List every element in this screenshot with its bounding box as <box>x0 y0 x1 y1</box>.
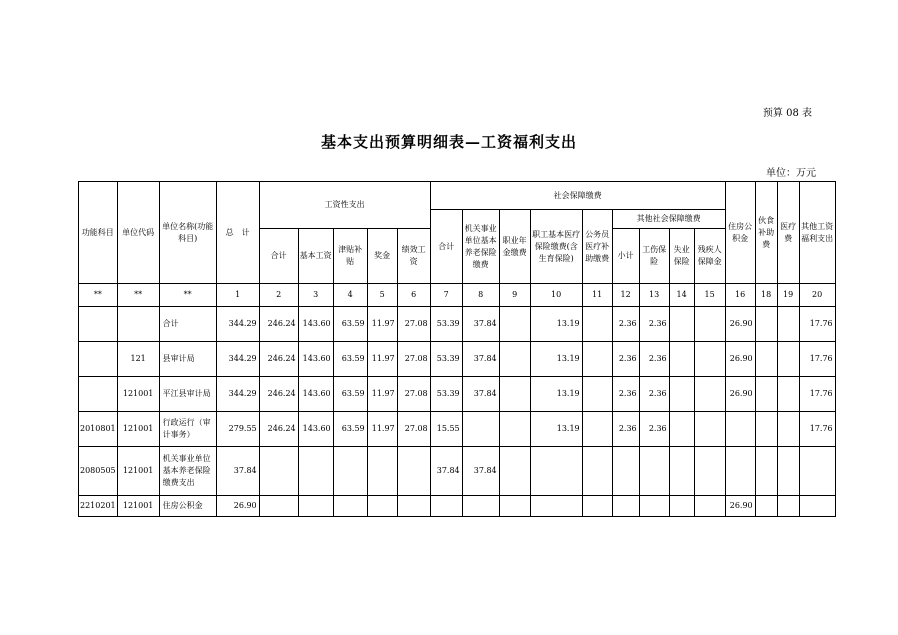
table-cell: 13.19 <box>530 377 582 412</box>
budget-table <box>78 181 836 517</box>
table-cell <box>298 447 333 496</box>
table-cell <box>777 496 799 517</box>
table-cell <box>777 412 799 447</box>
table-cell: 143.60 <box>298 412 333 447</box>
table-cell <box>639 447 669 496</box>
header-wage-sum: 合计 <box>259 229 298 284</box>
table-cell <box>499 342 530 377</box>
table-cell <box>694 377 725 412</box>
table-cell: 246.24 <box>259 377 298 412</box>
header-total: 总 计 <box>216 182 259 284</box>
index-cell: 9 <box>499 284 530 307</box>
table-row <box>79 496 836 517</box>
table-cell <box>462 496 499 517</box>
header-func-code: 功能科目 <box>79 182 118 284</box>
table-cell <box>755 412 777 447</box>
table-cell <box>725 447 755 496</box>
table-cell <box>669 412 694 447</box>
table-cell: 17.76 <box>799 342 835 377</box>
table-cell <box>530 496 582 517</box>
table-data-body <box>79 307 836 517</box>
table-cell <box>777 307 799 342</box>
table-cell: 344.29 <box>216 342 259 377</box>
index-cell: ** <box>117 284 159 307</box>
index-cell: 6 <box>397 284 430 307</box>
table-cell: 11.97 <box>367 307 397 342</box>
table-cell: 121 <box>117 342 159 377</box>
table-cell <box>530 447 582 496</box>
table-cell <box>669 447 694 496</box>
table-cell <box>582 412 612 447</box>
table-cell <box>755 342 777 377</box>
table-cell <box>499 447 530 496</box>
table-cell: 26.90 <box>725 496 755 517</box>
header-other-welfare: 其他工资福利支出 <box>799 182 835 284</box>
header-performance: 绩效工资 <box>397 229 430 284</box>
table-cell: 26.90 <box>725 342 755 377</box>
table-cell <box>333 447 367 496</box>
table-cell: 13.19 <box>530 342 582 377</box>
table-cell: 行政运行（审计事务） <box>159 412 216 447</box>
table-cell <box>755 307 777 342</box>
table-cell: 2010801 <box>79 412 118 447</box>
table-cell <box>694 412 725 447</box>
form-number: 预算 08 表 <box>762 108 812 119</box>
table-cell <box>397 496 430 517</box>
table-cell: 合计 <box>159 307 216 342</box>
table-cell: 63.59 <box>333 342 367 377</box>
table-cell: 121001 <box>117 447 159 496</box>
table-cell: 2.36 <box>639 342 669 377</box>
table-cell: 27.08 <box>397 412 430 447</box>
table-cell: 县审计局 <box>159 342 216 377</box>
header-social-group: 社会保障缴费 <box>430 182 725 210</box>
index-cell: 7 <box>430 284 462 307</box>
table-cell <box>79 342 118 377</box>
index-row <box>79 284 836 307</box>
page-title: 基本支出预算明细表—工资福利支出 <box>320 133 577 151</box>
table-cell: 27.08 <box>397 377 430 412</box>
header-annuity: 职业年金缴费 <box>499 210 530 284</box>
header-medical: 职工基本医疗保险缴费(含生育保险) <box>530 210 582 284</box>
table-cell: 246.24 <box>259 342 298 377</box>
index-cell: 11 <box>582 284 612 307</box>
header-injury: 工伤保险 <box>639 229 669 284</box>
table-cell: 2.36 <box>612 412 639 447</box>
table-row <box>79 377 836 412</box>
table-cell <box>582 342 612 377</box>
table-row <box>79 307 836 342</box>
header-unemployment: 失业保险 <box>669 229 694 284</box>
table-cell: 37.84 <box>430 447 462 496</box>
table-cell: 27.08 <box>397 342 430 377</box>
table-cell <box>612 447 639 496</box>
index-cell: ** <box>159 284 216 307</box>
table-cell: 26.90 <box>216 496 259 517</box>
header-wage-group: 工资性支出 <box>259 182 430 229</box>
table-index-body <box>79 284 836 307</box>
table-cell <box>669 307 694 342</box>
index-cell: 4 <box>333 284 367 307</box>
table-cell <box>755 377 777 412</box>
table-cell: 11.97 <box>367 377 397 412</box>
table-cell: 住房公积金 <box>159 496 216 517</box>
table-cell: 2080505 <box>79 447 118 496</box>
table-cell <box>582 447 612 496</box>
table-cell <box>462 412 499 447</box>
table-cell <box>499 412 530 447</box>
header-unit-name: 单位名称(功能科目) <box>159 182 216 284</box>
table-cell: 63.59 <box>333 307 367 342</box>
table-cell <box>117 307 159 342</box>
table-cell <box>79 307 118 342</box>
table-cell: 27.08 <box>397 307 430 342</box>
table-row <box>79 412 836 447</box>
table-cell: 121001 <box>117 412 159 447</box>
table-cell <box>367 447 397 496</box>
table-cell <box>755 496 777 517</box>
index-cell: 12 <box>612 284 639 307</box>
table-cell: 63.59 <box>333 377 367 412</box>
table-cell <box>298 496 333 517</box>
table-header <box>79 182 836 284</box>
table-cell <box>694 496 725 517</box>
index-cell: 8 <box>462 284 499 307</box>
header-meal: 伙食补助费 <box>755 182 777 284</box>
table-cell: 11.97 <box>367 412 397 447</box>
header-allowance: 津贴补贴 <box>333 229 367 284</box>
table-cell <box>669 377 694 412</box>
table-cell: 37.84 <box>216 447 259 496</box>
table-cell <box>694 307 725 342</box>
index-cell: 19 <box>777 284 799 307</box>
table-cell: 246.24 <box>259 307 298 342</box>
table-cell: 26.90 <box>725 307 755 342</box>
table-cell <box>755 447 777 496</box>
unit-label: 单位：万元 <box>766 168 816 179</box>
table-cell: 2.36 <box>639 307 669 342</box>
index-cell: 2 <box>259 284 298 307</box>
table-cell <box>259 447 298 496</box>
header-civil-medical: 公务员医疗补助缴费 <box>582 210 612 284</box>
table-cell <box>694 342 725 377</box>
header-social-sum: 合计 <box>430 210 462 284</box>
table-cell: 2.36 <box>639 377 669 412</box>
table-cell <box>777 377 799 412</box>
table-cell: 17.76 <box>799 307 835 342</box>
table-cell <box>430 496 462 517</box>
header-other-sum: 小计 <box>612 229 639 284</box>
table-cell: 121001 <box>117 377 159 412</box>
table-cell: 143.60 <box>298 307 333 342</box>
table-cell <box>259 496 298 517</box>
table-cell: 15.55 <box>430 412 462 447</box>
table-cell: 机关事业单位基本养老保险缴费支出 <box>159 447 216 496</box>
table-cell <box>612 496 639 517</box>
table-cell: 13.19 <box>530 412 582 447</box>
table-cell: 2.36 <box>612 307 639 342</box>
table-cell <box>582 496 612 517</box>
table-cell <box>777 447 799 496</box>
header-housing: 住房公积金 <box>725 182 755 284</box>
index-cell: 18 <box>755 284 777 307</box>
table-cell: 37.84 <box>462 307 499 342</box>
table-cell <box>799 496 835 517</box>
table-cell: 2.36 <box>612 342 639 377</box>
table-cell <box>669 342 694 377</box>
header-pension: 机关事业单位基本养老保险缴费 <box>462 210 499 284</box>
index-cell: 13 <box>639 284 669 307</box>
table-cell: 53.39 <box>430 307 462 342</box>
table-cell <box>367 496 397 517</box>
index-cell: 10 <box>530 284 582 307</box>
table-cell <box>499 496 530 517</box>
table-cell: 2210201 <box>79 496 118 517</box>
index-cell: 20 <box>799 284 835 307</box>
index-cell: 1 <box>216 284 259 307</box>
table-cell <box>639 496 669 517</box>
header-unit-code: 单位代码 <box>117 182 159 284</box>
table-cell <box>499 377 530 412</box>
table-cell <box>777 342 799 377</box>
header-basic-wage: 基本工资 <box>298 229 333 284</box>
table-cell: 2.36 <box>639 412 669 447</box>
table-cell: 26.90 <box>725 377 755 412</box>
table-cell <box>669 496 694 517</box>
table-cell <box>694 447 725 496</box>
table-cell: 37.84 <box>462 342 499 377</box>
table-cell: 37.84 <box>462 447 499 496</box>
table-row <box>79 447 836 496</box>
table-row <box>79 342 836 377</box>
table-cell <box>582 307 612 342</box>
table-cell: 17.76 <box>799 377 835 412</box>
table-cell <box>333 496 367 517</box>
table-cell: 344.29 <box>216 377 259 412</box>
table-cell: 53.39 <box>430 342 462 377</box>
table-cell <box>582 377 612 412</box>
header-bonus: 奖金 <box>367 229 397 284</box>
table-cell: 121001 <box>117 496 159 517</box>
header-medical-fee: 医疗费 <box>777 182 799 284</box>
table-cell: 13.19 <box>530 307 582 342</box>
table-cell: 平江县审计局 <box>159 377 216 412</box>
table-cell: 37.84 <box>462 377 499 412</box>
index-cell: 14 <box>669 284 694 307</box>
index-cell: 16 <box>725 284 755 307</box>
table-cell <box>799 447 835 496</box>
table-cell: 2.36 <box>612 377 639 412</box>
table-cell: 344.29 <box>216 307 259 342</box>
header-other-social-group: 其他社会保障缴费 <box>612 210 725 229</box>
index-cell: ** <box>79 284 118 307</box>
table-cell: 143.60 <box>298 342 333 377</box>
table-cell <box>725 412 755 447</box>
table-cell: 17.76 <box>799 412 835 447</box>
index-cell: 5 <box>367 284 397 307</box>
table-cell <box>397 447 430 496</box>
table-cell: 63.59 <box>333 412 367 447</box>
table-cell: 246.24 <box>259 412 298 447</box>
table-cell: 279.55 <box>216 412 259 447</box>
table-cell <box>79 377 118 412</box>
table-cell: 53.39 <box>430 377 462 412</box>
header-disability: 残疾人保障金 <box>694 229 725 284</box>
index-cell: 15 <box>694 284 725 307</box>
table-cell <box>499 307 530 342</box>
table-cell: 143.60 <box>298 377 333 412</box>
index-cell: 3 <box>298 284 333 307</box>
table-cell: 11.97 <box>367 342 397 377</box>
